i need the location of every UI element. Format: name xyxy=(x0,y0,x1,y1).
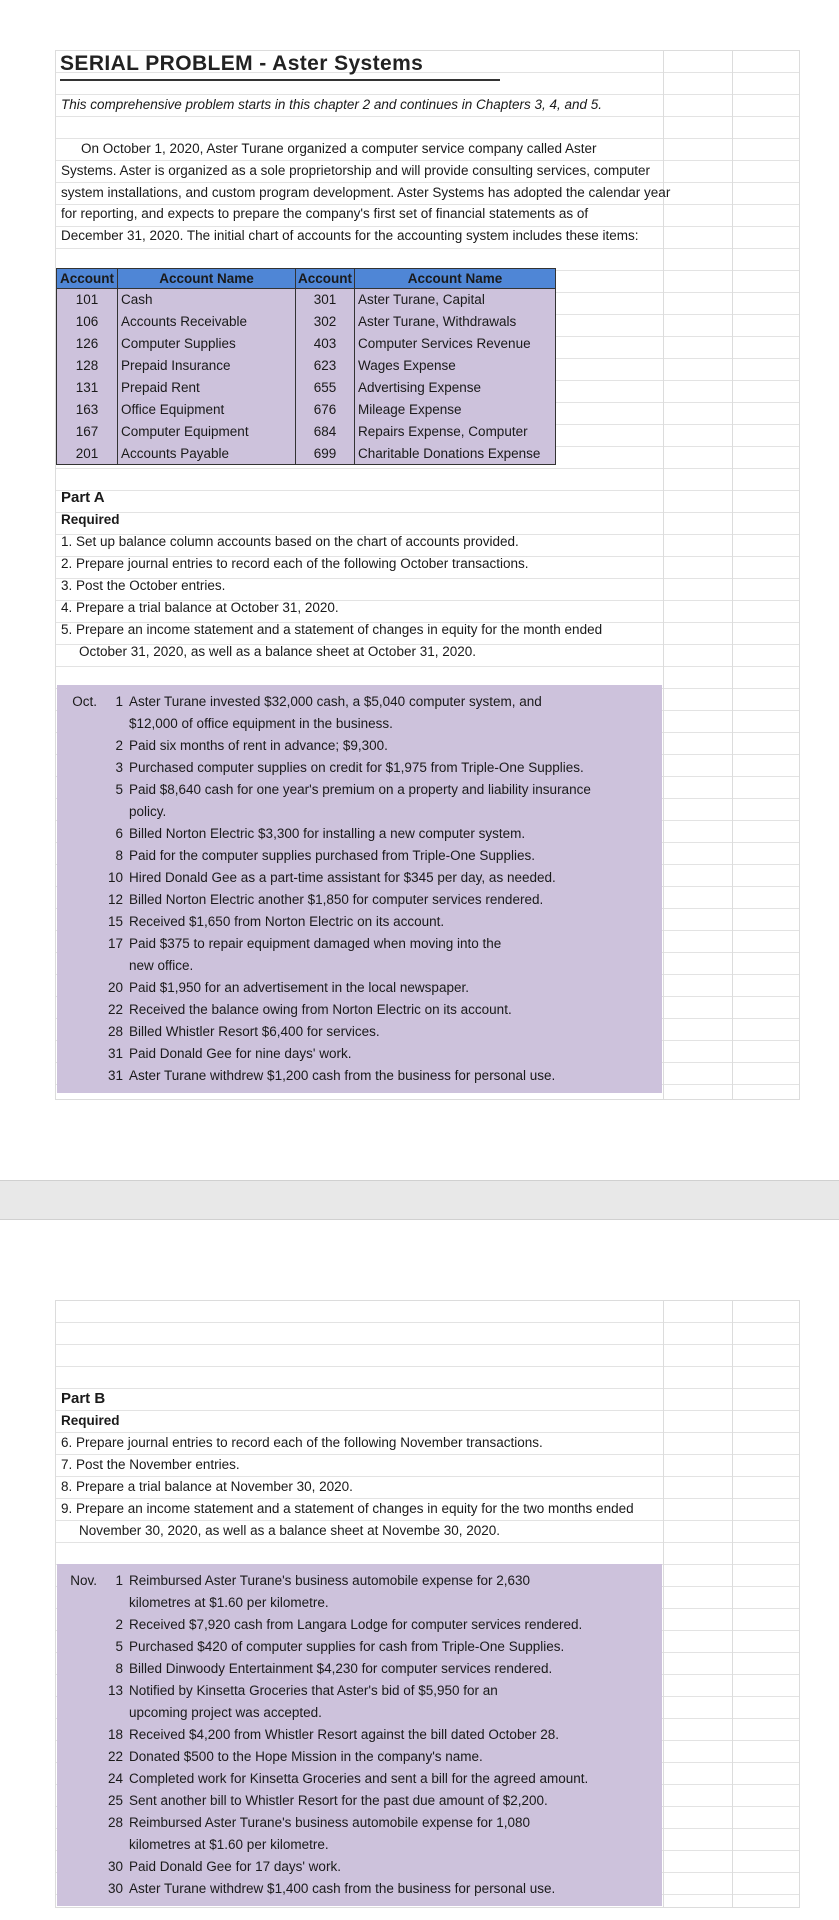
transaction-text: Received $4,200 from Whistler Resort against the bill dated October 28. xyxy=(129,1727,559,1742)
transaction-text: upcoming project was accepted. xyxy=(129,1705,322,1720)
problem-paragraph xyxy=(61,138,761,247)
transaction-text: Paid Donald Gee for nine days' work. xyxy=(129,1046,352,1061)
transaction-text: kilometres at $1.60 per kilometre. xyxy=(129,1837,329,1852)
column-header: Account xyxy=(57,269,118,289)
part-b-section xyxy=(61,1388,634,1542)
transaction-text: Reimbursed Aster Turane's business automobile expense for 2,630 xyxy=(129,1573,531,1588)
transaction-month xyxy=(57,911,97,933)
transaction-row xyxy=(57,977,662,999)
transaction-day: 30 xyxy=(107,1859,123,1874)
transaction-day: 1 xyxy=(115,694,123,709)
chart-of-accounts-table xyxy=(56,268,556,465)
transaction-text: Paid $375 to repair equipment damaged when moving into the xyxy=(129,936,502,951)
requirement-item: 6. Prepare journal entries to record each of the following November transactions. xyxy=(61,1435,543,1450)
account-name: Mileage Expense xyxy=(355,398,556,420)
transaction-day: 28 xyxy=(107,1024,123,1039)
paragraph-line: On October 1, 2020, Aster Turane organized a computer service company called Aster xyxy=(81,141,597,156)
transaction-day: 5 xyxy=(115,1639,123,1654)
transaction-text: kilometres at $1.60 per kilometre. xyxy=(129,1595,329,1610)
transaction-row xyxy=(57,1746,662,1768)
transaction-month xyxy=(57,735,97,757)
account-number: 699 xyxy=(296,442,355,464)
transaction-text: Billed Dinwoody Entertainment $4,230 for computer services rendered. xyxy=(129,1661,553,1676)
table-row xyxy=(57,311,556,333)
transaction-row xyxy=(57,867,662,889)
table-row xyxy=(57,420,556,442)
transaction-text: policy. xyxy=(129,804,167,819)
transaction-month xyxy=(57,1856,97,1878)
transaction-month: Oct. xyxy=(72,694,97,709)
transaction-text: Purchased $420 of computer supplies for cash from Triple-One Supplies. xyxy=(129,1639,565,1654)
requirement-item: 9. Prepare an income statement and a statement of changes in equity for the two months ended xyxy=(61,1501,634,1516)
transaction-text: Paid for the computer supplies purchased from Triple-One Supplies. xyxy=(129,848,535,863)
transaction-text: Hired Donald Gee as a part-time assistant for $345 per day, as needed. xyxy=(129,870,556,885)
transaction-text: Completed work for Kinsetta Groceries and sent a bill for the agreed amount. xyxy=(129,1771,589,1786)
transaction-row xyxy=(57,691,662,713)
account-name: Accounts Payable xyxy=(118,442,296,464)
account-number: 126 xyxy=(57,333,118,355)
transaction-row xyxy=(57,1790,662,1812)
transaction-month xyxy=(57,1021,97,1043)
table-row xyxy=(57,442,556,464)
transaction-text: Paid Donald Gee for 17 days' work. xyxy=(129,1859,341,1874)
transaction-day: 5 xyxy=(115,782,123,797)
transaction-month xyxy=(57,867,97,889)
transaction-month xyxy=(57,1614,97,1636)
transaction-text: Aster Turane withdrew $1,200 cash from the business for personal use. xyxy=(129,1068,556,1083)
transaction-text: Reimbursed Aster Turane's business automobile expense for 1,080 xyxy=(129,1815,531,1830)
account-name: Office Equipment xyxy=(118,398,296,420)
transaction-text: Received $7,920 cash from Langara Lodge for computer services rendered. xyxy=(129,1617,583,1632)
transaction-month xyxy=(57,1724,97,1746)
requirement-item: 4. Prepare a trial balance at October 31, 2020. xyxy=(61,600,339,615)
transaction-row xyxy=(57,889,662,911)
requirement-item-continued: October 31, 2020, as well as a balance sheet at October 31, 2020. xyxy=(79,644,477,659)
requirement-item-continued: November 30, 2020, as well as a balance sheet at Novembe 30, 2020. xyxy=(79,1523,501,1538)
transaction-day: 2 xyxy=(115,738,123,753)
transaction-month xyxy=(57,1746,97,1768)
transaction-row xyxy=(57,1570,662,1592)
transaction-day: 20 xyxy=(107,980,123,995)
transaction-month xyxy=(57,889,97,911)
intro-note: This comprehensive problem starts in this chapter 2 and continues in Chapters 3, 4, and 5. xyxy=(61,97,603,112)
transaction-day: 8 xyxy=(115,1661,123,1676)
transaction-text: Paid $8,640 cash for one year's premium on a property and liability insurance xyxy=(129,782,591,797)
transaction-text: new office. xyxy=(129,958,194,973)
column-header: Account Name xyxy=(355,269,556,289)
column-header: Account Name xyxy=(118,269,296,289)
transaction-text: Aster Turane withdrew $1,400 cash from the business for personal use. xyxy=(129,1881,556,1896)
transaction-month xyxy=(57,999,97,1021)
october-transactions xyxy=(57,685,662,1093)
account-number: 403 xyxy=(296,333,355,355)
transaction-month xyxy=(57,1812,97,1834)
requirement-item: 2. Prepare journal entries to record each of the following October transactions. xyxy=(61,556,529,571)
transaction-row xyxy=(57,933,662,955)
transaction-row-continued xyxy=(57,801,662,823)
transaction-row xyxy=(57,1614,662,1636)
transaction-row xyxy=(57,1768,662,1790)
transaction-month xyxy=(57,1043,97,1065)
account-name: Prepaid Rent xyxy=(118,377,296,399)
transaction-text: Sent another bill to Whistler Resort for the past due amount of $2,200. xyxy=(129,1793,548,1808)
transaction-day: 1 xyxy=(115,1573,123,1588)
transaction-day: 8 xyxy=(115,848,123,863)
account-name: Repairs Expense, Computer xyxy=(355,420,556,442)
transaction-day: 18 xyxy=(107,1727,123,1742)
paragraph-line: Systems. Aster is organized as a sole proprietorship and will provide consulting services, computer xyxy=(61,162,651,178)
transaction-text: Paid $1,950 for an advertisement in the local newspaper. xyxy=(129,980,469,995)
table-row xyxy=(57,289,556,311)
part-a-required: Required xyxy=(61,512,120,527)
transaction-day: 31 xyxy=(107,1068,123,1083)
transaction-row xyxy=(57,1636,662,1658)
transaction-row xyxy=(57,823,662,845)
account-name: Computer Services Revenue xyxy=(355,333,556,355)
transaction-month xyxy=(57,977,97,999)
transaction-row xyxy=(57,1658,662,1680)
transaction-month xyxy=(57,845,97,867)
account-number: 201 xyxy=(57,442,118,464)
transaction-row xyxy=(57,735,662,757)
problem-title: SERIAL PROBLEM - Aster Systems xyxy=(60,52,424,75)
transaction-month xyxy=(57,823,97,845)
table-row xyxy=(57,398,556,420)
paragraph-line: December 31, 2020. The initial chart of accounts for the accounting system includes these items: xyxy=(61,228,639,244)
transaction-row xyxy=(57,757,662,779)
transaction-day: 25 xyxy=(107,1793,123,1808)
account-name: Advertising Expense xyxy=(355,377,556,399)
title-underline xyxy=(60,79,500,81)
transaction-row xyxy=(57,1065,662,1087)
account-number: 684 xyxy=(296,420,355,442)
account-number: 163 xyxy=(57,398,118,420)
transaction-month xyxy=(57,1878,97,1900)
account-name: Aster Turane, Withdrawals xyxy=(355,311,556,333)
transaction-month xyxy=(57,779,97,801)
transaction-day: 31 xyxy=(107,1046,123,1061)
account-name: Charitable Donations Expense xyxy=(355,442,556,464)
transaction-row-continued xyxy=(57,713,662,735)
transaction-row xyxy=(57,1812,662,1834)
transaction-day: 24 xyxy=(107,1771,123,1786)
transaction-day: 10 xyxy=(107,870,123,885)
account-number: 106 xyxy=(57,311,118,333)
account-number: 302 xyxy=(296,311,355,333)
part-b-required: Required xyxy=(61,1413,120,1428)
transaction-text: Donated $500 to the Hope Mission in the company's name. xyxy=(129,1749,483,1764)
transaction-row-continued xyxy=(57,1834,662,1856)
table-row xyxy=(57,377,556,399)
part-a-section xyxy=(61,487,602,663)
transaction-text: $12,000 of office equipment in the business. xyxy=(129,716,393,731)
transaction-text: Paid six months of rent in advance; $9,300. xyxy=(129,738,388,753)
transaction-day: 22 xyxy=(107,1002,123,1017)
requirement-item: 3. Post the October entries. xyxy=(61,578,226,593)
transaction-row xyxy=(57,1856,662,1878)
transaction-day: 15 xyxy=(107,914,123,929)
transaction-day: 28 xyxy=(107,1815,123,1830)
transaction-row xyxy=(57,911,662,933)
account-name: Computer Supplies xyxy=(118,333,296,355)
account-name: Computer Equipment xyxy=(118,420,296,442)
transaction-text: Billed Whistler Resort $6,400 for services. xyxy=(129,1024,380,1039)
account-name: Accounts Receivable xyxy=(118,311,296,333)
table-row xyxy=(57,355,556,377)
transaction-day: 12 xyxy=(107,892,123,907)
transaction-day: 13 xyxy=(107,1683,123,1698)
requirement-item: 5. Prepare an income statement and a statement of changes in equity for the month ended xyxy=(61,622,603,637)
transaction-text: Notified by Kinsetta Groceries that Aster's bid of $5,950 for an xyxy=(129,1683,498,1698)
account-number: 676 xyxy=(296,398,355,420)
transaction-text: Received the balance owing from Norton Electric on its account. xyxy=(129,1002,512,1017)
account-number: 128 xyxy=(57,355,118,377)
transaction-month: Nov. xyxy=(70,1573,97,1588)
transaction-month xyxy=(57,933,97,955)
transaction-month xyxy=(57,1065,97,1087)
transaction-month xyxy=(57,1768,97,1790)
transaction-row-continued xyxy=(57,1702,662,1724)
transaction-month xyxy=(57,1790,97,1812)
transaction-row xyxy=(57,1021,662,1043)
transaction-day: 6 xyxy=(115,826,123,841)
account-name: Prepaid Insurance xyxy=(118,355,296,377)
requirement-item: 7. Post the November entries. xyxy=(61,1457,240,1472)
account-number: 301 xyxy=(296,289,355,311)
transaction-row-continued xyxy=(57,955,662,977)
table-row xyxy=(57,333,556,355)
transaction-day: 30 xyxy=(107,1881,123,1896)
transaction-month xyxy=(57,1636,97,1658)
requirement-item: 1. Set up balance column accounts based on the chart of accounts provided. xyxy=(61,534,519,549)
transaction-row xyxy=(57,1680,662,1702)
transaction-text: Billed Norton Electric $3,300 for installing a new computer system. xyxy=(129,826,526,841)
transaction-text: Billed Norton Electric another $1,850 for computer services rendered. xyxy=(129,892,544,907)
account-name: Wages Expense xyxy=(355,355,556,377)
account-number: 101 xyxy=(57,289,118,311)
transaction-day: 17 xyxy=(107,936,123,951)
transaction-row xyxy=(57,1724,662,1746)
account-number: 167 xyxy=(57,420,118,442)
transaction-month xyxy=(57,1658,97,1680)
part-a-heading: Part A xyxy=(61,489,105,506)
transaction-text: Received $1,650 from Norton Electric on its account. xyxy=(129,914,445,929)
transaction-day: 3 xyxy=(115,760,123,775)
account-number: 655 xyxy=(296,377,355,399)
account-name: Aster Turane, Capital xyxy=(355,289,556,311)
column-header: Account xyxy=(296,269,355,289)
transaction-month xyxy=(57,1680,97,1702)
account-number: 623 xyxy=(296,355,355,377)
part-b-heading: Part B xyxy=(61,1390,106,1407)
paragraph-line: system installations, and custom program development. Aster Systems has adopted the calendar year xyxy=(61,184,671,200)
requirement-item: 8. Prepare a trial balance at November 30, 2020. xyxy=(61,1479,353,1494)
transaction-day: 22 xyxy=(107,1749,123,1764)
transaction-row xyxy=(57,999,662,1021)
transaction-row xyxy=(57,1043,662,1065)
account-name: Cash xyxy=(118,289,296,311)
account-number: 131 xyxy=(57,377,118,399)
transaction-text: Purchased computer supplies on credit for $1,975 from Triple-One Supplies. xyxy=(129,760,584,775)
transaction-day: 2 xyxy=(115,1617,123,1632)
transaction-row-continued xyxy=(57,1592,662,1614)
transaction-row xyxy=(57,1878,662,1900)
transaction-row xyxy=(57,845,662,867)
transaction-row xyxy=(57,779,662,801)
page-separator xyxy=(0,1180,839,1220)
transaction-month xyxy=(57,757,97,779)
transaction-text: Aster Turane invested $32,000 cash, a $5,040 computer system, and xyxy=(129,694,542,709)
november-transactions xyxy=(57,1564,662,1906)
paragraph-line: for reporting, and expects to prepare the company's first set of financial statements as of xyxy=(61,206,589,222)
